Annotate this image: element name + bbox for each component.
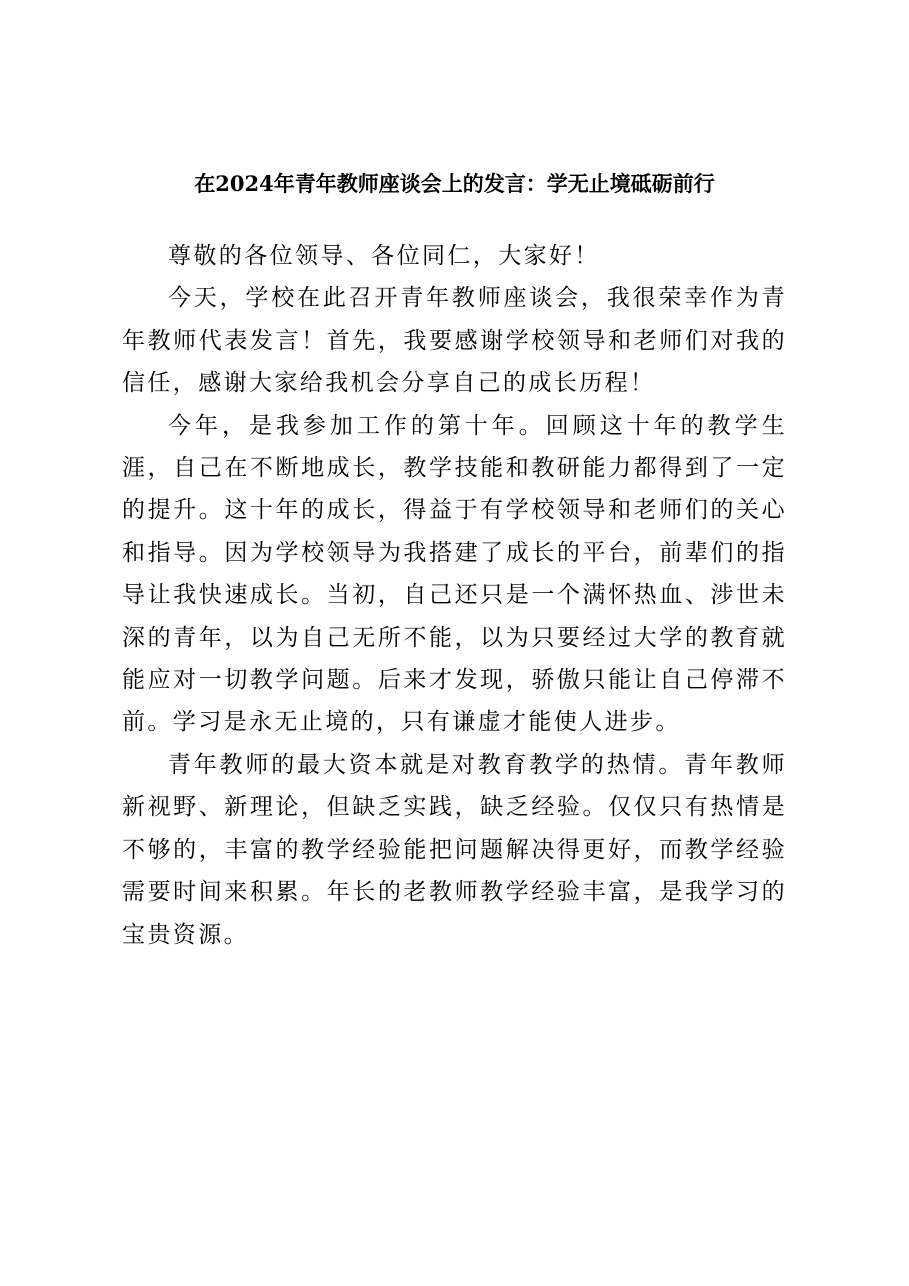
document-body [122, 235, 787, 956]
paragraph-passion: 青年教师的最大资本就是对教育教学的热情。青年教师新视野、新理论，但缺乏实践，缺乏经验。仅仅只有热情是不够的，丰富的教学经验能把问题解决得更好，而教学经验需要时间来积累。年长的老教师教学经验丰富，是我学习的宝贵资源。 [122, 751, 787, 948]
paragraph-ten-years: 今年，是我参加工作的第十年。回顾这十年的教学生涯，自己在不断地成长，教学技能和教研能力都得到了一定的提升。这十年的成长，得益于有学校领导和老师们的关心和指导。因为学校领导为我搭建了成长的平台，前辈们的指导让我快速成长。当初，自己还只是一个满怀热血、涉世未深的青年，以为自己无所不能，以为只要经过大学的教育就能应对一切教学问题。后来才发现，骄傲只能让自己停滞不前。学习是永无止境的，只有谦虚才能使人进步。 [122, 412, 787, 736]
document-title: 在2024年青年教师座谈会上的发言：学无止境砥砺前行 [194, 171, 715, 196]
paragraph-greeting: 尊敬的各位领导、各位同仁，大家好！ [168, 243, 600, 269]
paragraph-opening: 今天，学校在此召开青年教师座谈会，我很荣幸作为青年教师代表发言！首先，我要感谢学校领导和老师们对我的信任，感谢大家给我机会分享自己的成长历程！ [122, 285, 787, 397]
